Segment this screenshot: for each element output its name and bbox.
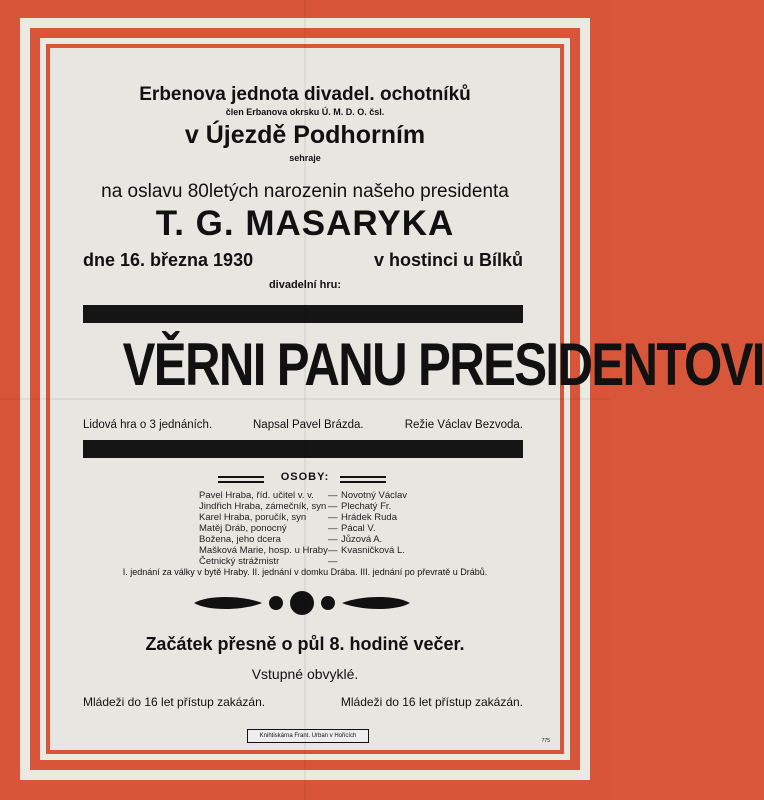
organization-member: člen Erbanova okrsku Ú. M. D. O. čsl.: [225, 107, 385, 117]
performs-text: sehraje: [289, 153, 321, 163]
divider-bar: [83, 305, 523, 323]
cast-actor: Novotný Václav: [341, 490, 408, 501]
cast-dash: —: [328, 501, 338, 512]
youth-notice-left: Mládeži do 16 let přístup zakázán.: [83, 695, 266, 709]
divider-bar: [83, 440, 523, 458]
cast-role: Četnický strážmistr: [199, 556, 280, 567]
performance-venue: v hostinci u Bílků: [373, 250, 523, 270]
ornament-dot: [290, 591, 314, 615]
cast-role: Matěj Dráb, ponocný: [199, 523, 287, 534]
cast-role: Jindřich Hraba, zámečník, syn: [199, 501, 327, 512]
cast-header: OSOBY:: [280, 471, 330, 483]
cast-dash: —: [328, 534, 338, 545]
cast-actor: Kvasničková L.: [341, 545, 405, 556]
ornament-leaf-left: [194, 597, 262, 609]
cast-dash: —: [328, 523, 338, 534]
admission-text: Vstupné obvyklé.: [251, 666, 359, 682]
cast-role: Pavel Hraba, říd. učitel v. v.: [199, 490, 314, 501]
play-author: Napsal Pavel Brázda.: [253, 419, 364, 431]
printer-imprint: Knihtiskárna Frant. Urban v Hořicích: [247, 729, 369, 743]
play-title: VĚRNI PANU PRESIDENTOVI: [122, 331, 764, 398]
cast-role: Mašková Marie, hosp. u Hraby: [199, 545, 328, 556]
cast-role: Božena, jeho dcera: [199, 534, 281, 545]
ornament-leaf-right: [342, 597, 410, 609]
cast-dash: —: [328, 512, 338, 523]
cast-actor: Hrádek Ruda: [341, 512, 397, 523]
cast-rule-right: [340, 476, 386, 478]
play-genre: Lidová hra o 3 jednáních.: [83, 419, 213, 431]
cast-dash: —: [328, 556, 338, 567]
ornament-dot: [321, 596, 335, 610]
print-mark: 775: [541, 738, 550, 744]
fold-line: [0, 398, 610, 400]
acts-description: I. jednání za války v bytě Hraby. II. jednání v domku Drába. III. jednání po převratě u Drábů.: [122, 567, 488, 577]
fold-line: [304, 0, 306, 800]
cast-role: Karel Hraba, poručík, syn: [199, 512, 307, 523]
play-director: Režie Václav Bezvoda.: [404, 419, 523, 431]
organization-name: Erbenova jednota divadel. ochotníků: [139, 84, 471, 105]
ornament-dot: [269, 596, 283, 610]
cast-dash: —: [328, 545, 338, 556]
occasion-text: na oslavu 80letých narozenin našeho presidenta: [101, 181, 509, 202]
cast-rule-right: [340, 481, 386, 483]
start-time: Začátek přesně o půl 8. hodině večer.: [145, 634, 465, 654]
performance-date: dne 16. března 1930: [83, 250, 254, 270]
cast-dash: —: [328, 490, 338, 501]
youth-notice-right: Mládeži do 16 let přístup zakázán.: [340, 695, 523, 709]
village-name: v Újezdě Podhorním: [184, 121, 426, 149]
play-intro: divadelní hru:: [268, 279, 342, 291]
ornament-divider: [190, 588, 415, 618]
cast-actor: Jůzová A.: [341, 534, 383, 545]
president-name: T. G. MASARYKA: [155, 204, 455, 243]
cast-actor: Plechatý Fr.: [341, 501, 392, 512]
cast-actor: Pácal V.: [341, 523, 376, 534]
